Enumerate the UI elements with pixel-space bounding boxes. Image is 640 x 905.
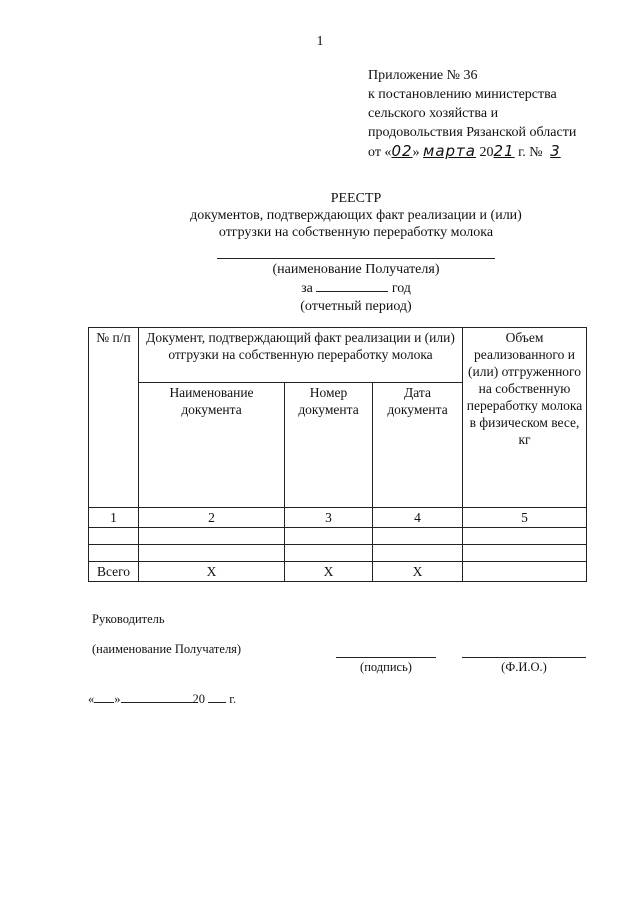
title-line-3: отгрузки на собственную переработку молока	[218, 225, 494, 240]
index-cell: 3	[285, 508, 373, 528]
empty-cell	[285, 528, 373, 545]
total-cell	[463, 562, 587, 582]
page-number: 1	[316, 34, 324, 49]
header-volume: Объем реализованного и (или) отгруженного на собственную переработку молока в физическом весе, кг	[463, 328, 587, 508]
index-cell: 5	[463, 508, 587, 528]
empty-cell	[373, 528, 463, 545]
appendix-block	[368, 66, 576, 162]
header-document-group: Документ, подтверждающий факт реализации и (или) отгрузки на собственную переработку молока	[139, 328, 463, 383]
total-row	[89, 562, 587, 582]
number-label: г. №	[518, 145, 543, 160]
index-cell: 4	[373, 508, 463, 528]
date-year-prefix: 20	[479, 145, 494, 160]
empty-cell	[285, 545, 373, 562]
sign-date-close: »	[114, 692, 121, 706]
decree-number: 3	[550, 142, 561, 160]
empty-cell	[463, 545, 587, 562]
fio-line	[462, 657, 586, 658]
index-cell: 1	[89, 508, 139, 528]
register-table	[88, 327, 587, 582]
period-for-label: за	[301, 281, 313, 296]
fio-caption: (Ф.И.О.)	[501, 660, 547, 674]
empty-cell	[89, 545, 139, 562]
appendix-line-2: к постановлению министерства	[368, 87, 557, 102]
sign-date-year-blank	[208, 690, 226, 703]
total-cell: Х	[139, 562, 285, 582]
index-cell: 2	[139, 508, 285, 528]
date-month: марта	[423, 142, 476, 160]
header-document-number: Номер документа	[285, 383, 373, 508]
appendix-line-3: сельского хозяйства и	[368, 106, 499, 121]
header-number: № п/п	[89, 328, 139, 508]
sign-date-year-prefix: 20	[192, 692, 205, 706]
head-label: Руководитель	[92, 612, 165, 626]
total-cell: Х	[285, 562, 373, 582]
recipient-caption: (наименование Получателя)	[272, 262, 440, 277]
date-day: 02	[391, 142, 413, 160]
date-prefix: от «	[368, 145, 392, 160]
total-cell: Х	[373, 562, 463, 582]
appendix-line-4: продовольствия Рязанской области	[368, 125, 577, 140]
sign-date-day-blank	[94, 690, 114, 703]
period-year-blank	[316, 279, 388, 292]
empty-cell	[139, 528, 285, 545]
title-line-2: документов, подтверждающих факт реализации и (или)	[190, 208, 522, 223]
empty-cell	[89, 528, 139, 545]
empty-row	[89, 545, 587, 562]
document-title	[0, 190, 640, 241]
empty-cell	[463, 528, 587, 545]
header-document-date: Дата документа	[373, 383, 463, 508]
sign-date-month-blank	[121, 690, 193, 703]
signature-caption: (подпись)	[360, 660, 412, 674]
sign-date-line	[88, 690, 236, 707]
empty-cell	[373, 545, 463, 562]
index-row	[89, 508, 587, 528]
period-line	[0, 279, 640, 298]
appendix-line-1: Приложение № 36	[368, 68, 478, 83]
period-caption: (отчетный период)	[300, 299, 412, 314]
header-document-name: Наименование документа	[139, 383, 285, 508]
signature-recipient-caption: (наименование Получателя)	[92, 642, 242, 656]
date-year-suffix: 21	[493, 142, 515, 160]
signature-line	[336, 657, 436, 658]
sign-date-open: «	[88, 692, 95, 706]
total-label: Всего	[89, 562, 139, 582]
empty-row	[89, 528, 587, 545]
sign-date-year-suffix: г.	[229, 692, 237, 706]
title-heading: РЕЕСТР	[330, 191, 382, 206]
recipient-name-line	[217, 258, 495, 259]
recipient-block	[0, 258, 640, 316]
appendix-date-line: от «02» марта 2021 г. № 3	[368, 142, 576, 162]
empty-cell	[139, 545, 285, 562]
period-year-label: год	[391, 281, 411, 296]
